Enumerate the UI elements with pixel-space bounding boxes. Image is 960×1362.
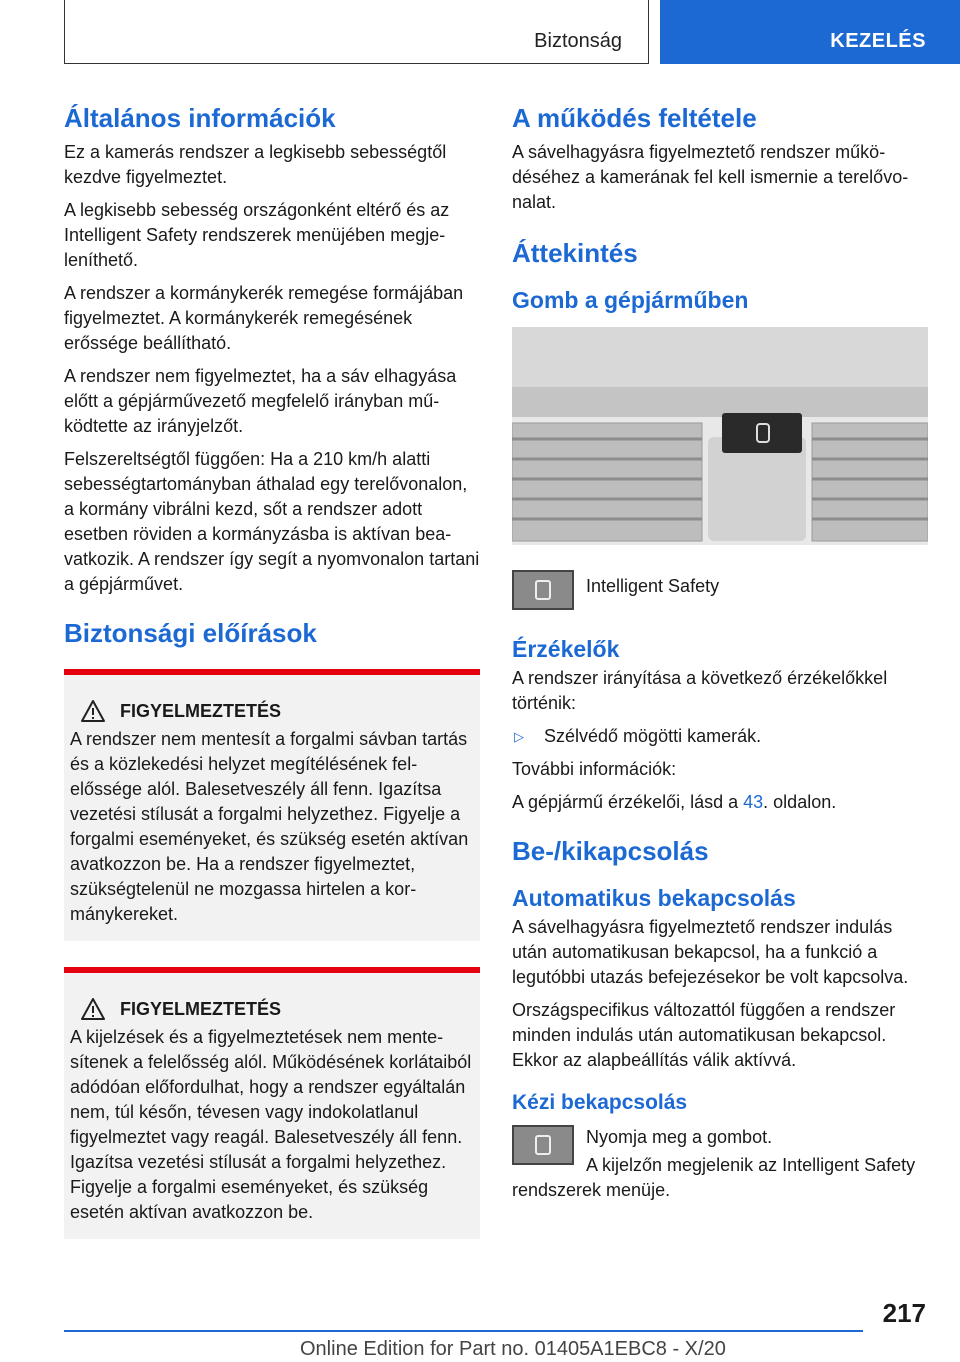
intelligent-safety-button-icon (512, 1125, 574, 1165)
paragraph: Ez a kamerás rendszer a legkisebb sebességtől kezdve figyelmeztet. (64, 142, 447, 187)
edition-footer: Online Edition for Part no. 01405A1EBC8 - X/20 (300, 1338, 726, 1360)
reference-text-suffix: . oldalon. (763, 792, 837, 812)
paragraph: Országspecifikus változattól függően a rendszer minden indulás után automatikusan bekapcsol. Ekkor az alapbeállítás válik aktívvá. (512, 1000, 896, 1070)
header-section-title: Biztonság (534, 30, 622, 52)
paragraph: A sávelhagyásra figyelmeztető rendszer működéséhez a kamerának fel kell ismernie a terelővonalat. (512, 142, 909, 212)
warning-triangle-icon (80, 997, 106, 1021)
dashboard-button-photo (512, 327, 928, 545)
heading-button-in-vehicle: Gomb a gépjárműben (512, 287, 749, 313)
right-column (512, 102, 928, 1211)
heading-sensors: Érzékelők (512, 636, 620, 662)
page-reference (512, 790, 928, 815)
button-legend (512, 570, 928, 610)
heading-safety-rules: Biztonsági előírások (64, 618, 317, 648)
warning-box (64, 967, 480, 1239)
warning-header (64, 699, 480, 723)
page-link[interactable]: 43 (743, 792, 764, 812)
warning-title: FIGYELMEZTETÉS (120, 700, 282, 721)
paragraph: A rendszer a kormánykerék remegése formájában figyelmeztet. A kormánykerék remegésének erőssége beállítható. (64, 283, 464, 353)
heading-manual-on: Kézi bekapcsolás (512, 1091, 688, 1114)
paragraph: A legkisebb sebesség országonként eltérő és az Intelligent Safety rendszerek menüjében megjeleníthető. (64, 200, 450, 270)
paragraph: A rendszer irányítása a következő érzékelőkkel történik: (512, 668, 888, 713)
header-frame (64, 0, 649, 64)
paragraph: Nyomja meg a gombot. (586, 1127, 773, 1147)
paragraph: További információk: (512, 759, 677, 779)
heading-operating-condition: A működés feltétele (512, 103, 757, 133)
list-item (512, 724, 928, 749)
triangle-bullet-icon: ▷ (514, 729, 524, 744)
page-number: 217 (882, 1298, 926, 1328)
warning-title: FIGYELMEZTETÉS (120, 998, 282, 1019)
reference-text: A gépjármű érzékelői, lásd a (512, 792, 744, 812)
footer-rule (64, 1330, 863, 1332)
heading-automatic-on: Automatikus bekapcsolás (512, 885, 796, 911)
button-label: Intelligent Safety (586, 576, 720, 596)
paragraph: A sávelhagyásra figyelmeztető rendszer indulás után automatikusan bekapcsol, ha a funkció a legutóbbi utazás befejezésekor be volt kapcsolva. (512, 917, 909, 987)
intelligent-safety-button-icon (512, 570, 574, 610)
heading-overview: Áttekintés (512, 238, 638, 268)
left-column (64, 102, 480, 1265)
warning-header (64, 997, 480, 1021)
warning-text: A kijelzések és a figyelmeztetések nem mentesítenek a felelősség alól. Működésének korlátaiból adódóan előfordulhat, hogy a rendszer egyáltalán nem, túl későn, tévesen vagy indokolatlanul figyelmeztet vagy reagál. Balesetveszély áll fenn. Igazítsa vezetési stílusát a forgalmi helyzethez. Figyelje a forgalmi eseményeket, és szükség esetén aktívan avatkozzon be. (70, 1027, 472, 1222)
list-item-text: Szélvédő mögötti kamerák. (544, 726, 762, 746)
warning-text: A rendszer nem mentesít a forgalmi sávban tartás és a közlekedési helyzet megítélésének felelőssége alól. Balesetveszély áll fenn. Igazítsa vezetési stílusát a forgalmi helyzethez. Figyelje a forgalmi eseményeket, és szükség esetén aktívan avatkozzon be. Ha a rendszer figyelmeztet, szükségtelenül ne mozgassa hirtelen a kormánykereket. (70, 729, 469, 924)
paragraph: A kijelzőn megjelenik az Intelligent Safety rendszerek menüje. (512, 1155, 916, 1200)
paragraph: Felszereltségtől függően: Ha a 210 km/h alatti sebességtartományban áthalad egy terelővonalon, a kormány vibrálni kezd, sőt a rendszer adott esetben röviden a kormányzásba is aktívan beavatkozik. A rendszer így segít a nyomvonalon tartani a gépjárművet. (64, 449, 480, 594)
warning-triangle-icon (80, 699, 106, 723)
warning-box (64, 669, 480, 941)
header-chapter-tab[interactable]: KEZELÉS (660, 0, 960, 64)
heading-general-info: Általános információk (64, 103, 336, 133)
paragraph: A rendszer nem figyelmeztet, ha a sáv elhagyása előtt a gépjárművezető megfelelő irányban működtette az irányjelzőt. (64, 366, 457, 436)
heading-on-off: Be-/kikapcsolás (512, 836, 709, 866)
